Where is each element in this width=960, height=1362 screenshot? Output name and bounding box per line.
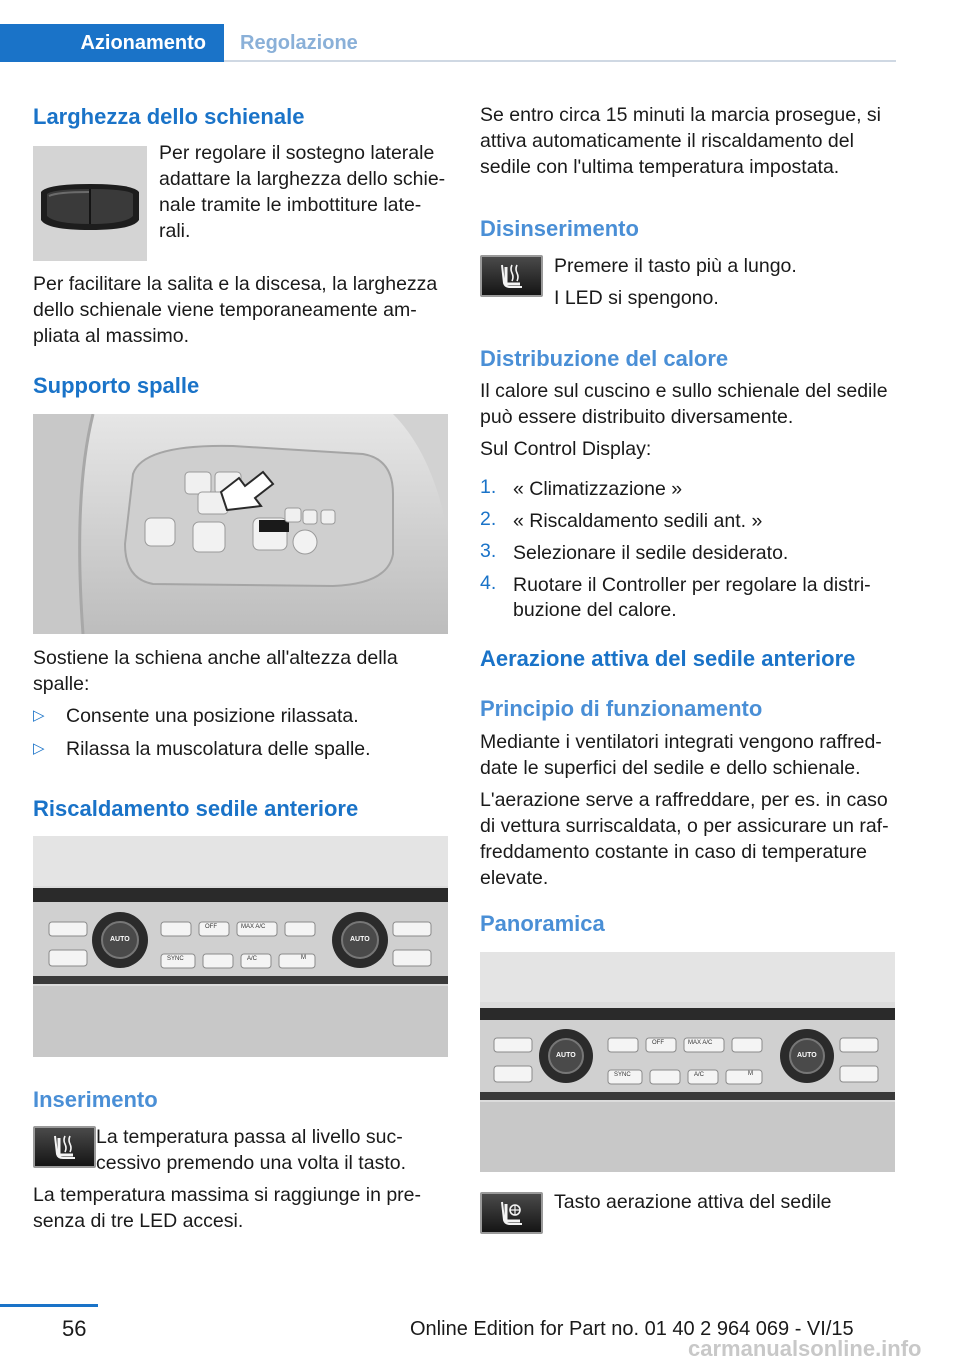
climate-panel-image (33, 836, 448, 1057)
auto-label: AUTO (350, 936, 370, 943)
text-line: rali. (159, 220, 191, 242)
text-line: Per regolare il sostegno laterale (159, 142, 435, 164)
heading-supporto-spalle: Supporto spalle (33, 373, 200, 398)
m-label: M (748, 1071, 753, 1077)
auto-label: AUTO (797, 1052, 817, 1059)
principio-paragraph (480, 729, 882, 781)
disins-line: Premere il tasto più a lungo. (554, 255, 797, 277)
facilitare-paragraph (33, 271, 437, 349)
edition-text: Online Edition for Part no. 01 40 2 964 069 - VI/15 (410, 1318, 854, 1340)
climate-panel-image (480, 952, 895, 1172)
text-line: elevate. (480, 867, 549, 889)
footer-divider (0, 1304, 98, 1307)
ac-label: A/C (694, 1072, 705, 1078)
text-line: freddamento costante in caso di temperature (480, 841, 867, 863)
auto-label: AUTO (556, 1052, 576, 1059)
tab-azionamento[interactable]: Azionamento (0, 24, 224, 62)
step-text-cont: buzione del calore. (513, 599, 677, 621)
text-line: di vettura surriscaldata, o per assicurare un raf‐ (480, 815, 889, 837)
sync-label: SYNC (614, 1072, 631, 1078)
heading-distribuzione: Distribuzione del calore (480, 346, 729, 371)
text-line: Mediante i ventilatori integrati vengono raffred‐ (480, 731, 882, 753)
text-line: pliata al massimo. (33, 325, 190, 347)
tasto-aerazione-label: Tasto aerazione attiva del sedile (554, 1191, 832, 1213)
m-label: M (301, 955, 306, 961)
entro-paragraph (480, 102, 881, 180)
text-line: Sostiene la schiena anche all'altezza della (33, 647, 398, 669)
text-line: attiva automaticamente il riscaldamento del (480, 130, 854, 152)
seat-ventilation-button-icon (480, 1192, 543, 1234)
step-number: 1. (480, 476, 497, 498)
text-line: nale tramite le imbottiture late‐ (159, 194, 422, 216)
sostiene-paragraph (33, 645, 398, 697)
step-number: 3. (480, 540, 497, 562)
text-line: adattare la larghezza dello schie‐ (159, 168, 446, 190)
text-line: Il calore sul cuscino e sullo schienale del sedile (480, 380, 888, 402)
seat-heating-button-icon (33, 1126, 96, 1168)
distribuzione-paragraph (480, 378, 888, 430)
step-number: 2. (480, 508, 497, 530)
text-line: sedile con l'ultima temperatura impostata. (480, 156, 840, 178)
off-label: OFF (652, 1040, 664, 1046)
bullet-marker: ▷ (33, 740, 45, 757)
text-line: senza di tre LED accesi. (33, 1210, 244, 1232)
ac-label: A/C (247, 956, 258, 962)
bullet-item: Rilassa la muscolatura delle spalle. (66, 738, 371, 760)
heading-inserimento: Inserimento (33, 1087, 158, 1112)
text-line: La temperatura passa al livello suc‐ (96, 1126, 403, 1148)
page-number: 56 (62, 1316, 87, 1341)
text-line: Per facilitare la salita e la discesa, la larghezza (33, 273, 438, 295)
header-divider (224, 60, 896, 62)
bullet-marker: ▷ (33, 707, 45, 724)
heading-disinserimento: Disinserimento (480, 216, 639, 241)
sync-label: SYNC (167, 956, 184, 962)
step-number: 4. (480, 572, 497, 594)
heading-panoramica: Panoramica (480, 911, 605, 936)
max-ac-label: MAX A/C (688, 1040, 713, 1046)
step-text: « Climatizzazione » (513, 478, 683, 500)
auto-label: AUTO (110, 936, 130, 943)
text-line: date le superfici del sedile e dello schienale. (480, 757, 861, 779)
max-ac-label: MAX A/C (241, 924, 266, 930)
text-line: cessivo premendo una volta il tasto. (96, 1152, 407, 1174)
aerazione-paragraph (480, 787, 889, 891)
disins-line: I LED si spengono. (554, 287, 719, 309)
text-line: spalle: (33, 673, 90, 695)
watermark: carmanualsonline.info (688, 1336, 922, 1361)
text-line: L'aerazione serve a raffreddare, per es. in caso (480, 789, 888, 811)
step-text: Selezionare il sedile desiderato. (513, 542, 789, 564)
seat-heating-button-icon (480, 255, 543, 297)
tab-regolazione[interactable]: Regolazione (240, 31, 358, 54)
inserimento-text (96, 1124, 406, 1176)
text-line: Se entro circa 15 minuti la marcia prosegue, si (480, 104, 882, 126)
heading-aerazione: Aerazione attiva del sedile anteriore (480, 646, 856, 671)
larghezza-text (159, 140, 445, 244)
heading-riscaldamento: Riscaldamento sedile anteriore (33, 796, 359, 821)
text-line: dello schienale viene temporaneamente am‐ (33, 299, 417, 321)
off-label: OFF (205, 924, 217, 930)
control-display-label: Sul Control Display: (480, 438, 652, 460)
backrest-width-button-image (33, 146, 147, 261)
text-line: può essere distribuito diversamente. (480, 406, 794, 428)
step-text: Ruotare il Controller per regolare la distri‐ (513, 574, 871, 596)
text-line: La temperatura massima si raggiunge in pre‐ (33, 1184, 422, 1206)
seat-controls-image (33, 414, 448, 634)
step-text: « Riscaldamento sedili ant. » (513, 510, 763, 532)
heading-larghezza-schienale: Larghezza dello schienale (33, 104, 305, 129)
massima-paragraph (33, 1182, 421, 1234)
heading-principio: Principio di funzionamento (480, 696, 763, 721)
bullet-item: Consente una posizione rilassata. (66, 705, 359, 727)
